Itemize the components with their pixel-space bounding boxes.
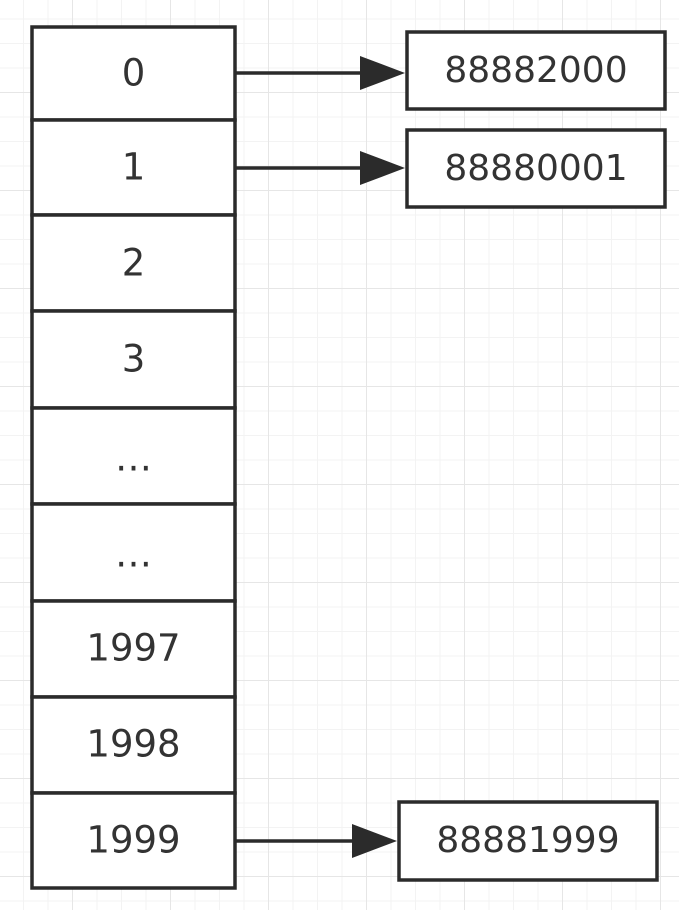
arrow-head-icon [360,56,405,90]
array-cell [32,215,235,311]
pointer-arrow [235,151,405,185]
target-value: 88882000 [444,50,628,91]
arrow-head-icon [352,824,397,858]
array-cell-label: 3 [121,337,146,381]
target-box [399,802,657,880]
array-cell-label: … [115,436,152,480]
array-cell [32,601,235,697]
array-cell [32,697,235,793]
array-cell-label: 1998 [86,722,181,766]
array-column [32,27,235,888]
array-cell-label: … [115,532,152,576]
array-cell [32,311,235,408]
target-value: 88880001 [444,148,628,189]
array-cell-label: 2 [121,241,146,285]
array-cell-label: 1 [121,145,146,189]
array-cell-label: 0 [121,51,146,95]
arrow-head-icon [360,151,405,185]
pointer-arrow [235,824,397,858]
target-box [407,130,665,207]
target-value: 88881999 [436,820,620,861]
array-cell-label: 1999 [86,818,181,862]
array-cell [32,120,235,215]
array-cell-label: 1997 [86,626,181,670]
target-box [407,32,665,109]
array-cell [32,504,235,601]
array-cell [32,408,235,504]
array-cell [32,793,235,888]
array-cell [32,27,235,120]
pointer-arrow [235,56,405,90]
